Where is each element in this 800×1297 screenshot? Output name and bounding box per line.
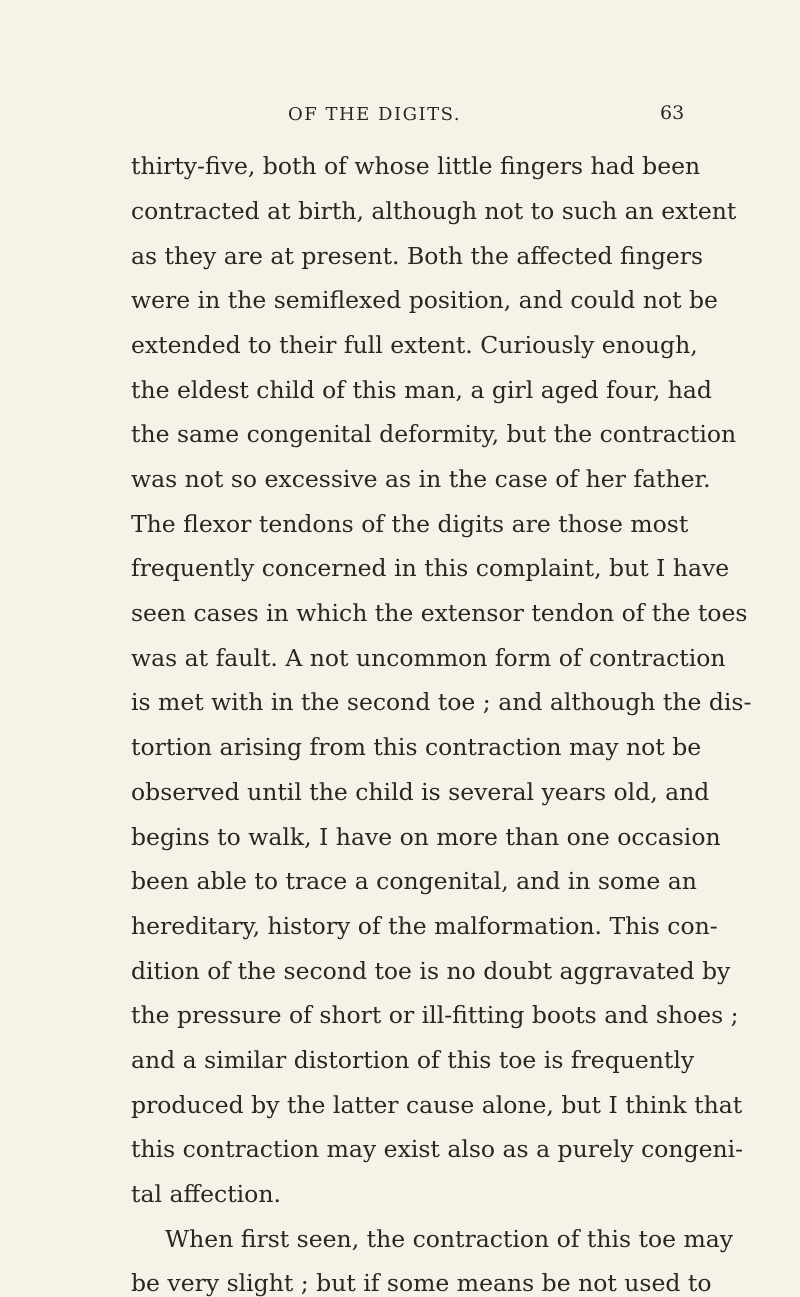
running-title: OF THE DIGITS. [288, 104, 461, 125]
text-line-paragraph-start: When first seen, the contraction of this toe may [165, 1224, 734, 1253]
text-line: thirty-five, both of whose little fingers had been [131, 152, 701, 181]
page-number: 63 [660, 102, 685, 124]
text-line: dition of the second toe is no doubt aggravated by [131, 956, 731, 985]
text-line: were in the semiflexed position, and could not be [131, 286, 718, 315]
text-line: this contraction may exist also as a purely congeni- [131, 1135, 744, 1164]
text-line: as they are at present. Both the affected fingers [131, 241, 704, 270]
text-line: hereditary, history of the malformation. This con- [131, 911, 718, 940]
text-line: begins to walk, I have on more than one occasion [131, 822, 721, 851]
text-line: been able to trace a congenital, and in some an [131, 867, 697, 896]
text-line-paragraph-end: tal affection. [131, 1180, 281, 1208]
text-line: and a similar distortion of this toe is frequently [131, 1045, 695, 1074]
text-line: was not so excessive as in the case of her father. [131, 465, 711, 493]
text-line: the same congenital deformity, but the contraction [131, 420, 737, 449]
text-line: observed until the child is several years old, and [131, 777, 710, 806]
text-line: is met with in the second toe ; and although the dis- [131, 688, 752, 717]
body-text [131, 134, 752, 1297]
text-line: produced by the latter cause alone, but I think that [131, 1090, 743, 1119]
text-line: be very slight ; but if some means be not used to [131, 1269, 712, 1297]
text-line: extended to their full extent. Curiously enough, [131, 330, 698, 359]
text-line: the eldest child of this man, a girl aged four, had [131, 375, 712, 404]
text-line: the pressure of short or ill-fitting boots and shoes ; [131, 1001, 739, 1030]
text-line: contracted at birth, although not to such an extent [131, 196, 737, 225]
text-line: tortion arising from this contraction may not be [131, 733, 702, 762]
text-line: seen cases in which the extensor tendon of the toes [131, 599, 748, 628]
text-line: was at fault. A not uncommon form of contraction [131, 643, 726, 672]
text-line: The flexor tendons of the digits are those most [131, 509, 689, 538]
text-line: frequently concerned in this complaint, but I have [131, 554, 730, 583]
